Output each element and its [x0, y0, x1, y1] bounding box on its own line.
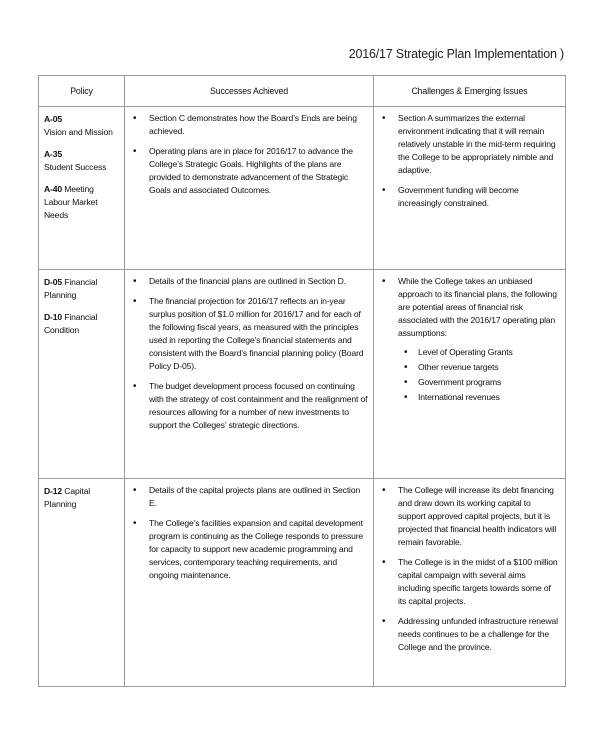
policy-name: Student Success — [44, 162, 107, 172]
table-row — [39, 107, 566, 270]
policy-item — [44, 311, 120, 337]
policy-item — [44, 183, 120, 222]
list-item: • The College will increase its debt financing and draw down its working capital to support approved capital projects, but it is projected that financial health indicators will remain favorable. — [380, 484, 560, 549]
list-item: • Details of the financial plans are outlined in Section D. — [131, 275, 368, 288]
risk-item: • International revenues — [398, 391, 560, 404]
risk-item: • Level of Operating Grants — [398, 346, 560, 359]
header-successes: Successes Achieved — [125, 76, 374, 107]
list-item: • Operating plans are in place for 2016/17 to advance the College’s Strategic Goals. Highlights of the plans are provided to demonstrate advancement of the Strategic Goals and associated Outcomes. — [131, 145, 368, 197]
list-item: • The budget development process focused on continuing with the strategy of cost containment and the realignment of resources allowing for a number of new investments to support the Colleges’ strategic directions. — [131, 380, 368, 432]
successes-cell — [125, 270, 374, 479]
list-item: • The College’s facilities expansion and capital development program is continuing as the College responds to pressure for capacity to support new academic programming and services, contemporary teaching requirements, and ongoing maintenance. — [131, 517, 368, 582]
policy-code: D-05 — [44, 277, 63, 287]
policy-code: A-40 — [44, 184, 63, 194]
risk-list — [398, 346, 560, 404]
risk-item: • Government programs — [398, 376, 560, 389]
policy-name: Capital Planning — [44, 486, 90, 509]
policy-item — [44, 276, 120, 302]
list-item: • The College is in the midst of a $100 million capital campaign with several aims including specific targets towards some of its capital projects. — [380, 556, 560, 608]
policy-code: D-12 — [44, 486, 63, 496]
list-item: • Details of the capital projects plans are outlined in Section E. — [131, 484, 368, 510]
table-row — [39, 270, 566, 479]
table-row — [39, 479, 566, 687]
list-item: • Section C demonstrates how the Board’s Ends are being achieved. — [131, 112, 368, 138]
policy-item — [44, 113, 120, 139]
challenges-cell — [374, 479, 566, 687]
header-policy: Policy — [39, 76, 125, 107]
successes-cell — [125, 107, 374, 270]
successes-cell — [125, 479, 374, 687]
policy-name: Vision and Mission — [44, 127, 113, 137]
list-item — [380, 275, 560, 404]
list-item: • The financial projection for 2016/17 reflects an in-year surplus position of $1.0 million for 2016/17 and for each of the following fiscal years, as measured with the principles used in reporting the College’s financial statements and consistent with the Board’s financial planning policy (Board Policy D-05). — [131, 295, 368, 373]
challenges-intro: While the College takes an unbiased approach to its financial plans, the following are potential areas of financial risk associated with the 2016/17 operating plan assumptions: — [398, 276, 557, 338]
list-item: • Section A summarizes the external environment indicating that it will remain relatively unstable in the mid-term requiring the College to be appropriately nimble and adaptive. — [380, 112, 560, 177]
challenges-cell — [374, 270, 566, 479]
policy-name: Financial Planning — [44, 277, 98, 300]
list-item: • Government funding will become increasingly constrained. — [380, 184, 560, 210]
list-item: • Addressing unfunded infrastructure renewal needs continues to be a challenge for the College and the province. — [380, 615, 560, 654]
policy-cell — [39, 107, 125, 270]
policy-cell — [39, 270, 125, 479]
header-challenges: Challenges & Emerging Issues — [374, 76, 566, 107]
policy-item — [44, 485, 120, 511]
document-title: 2016/17 Strategic Plan Implementation ) — [348, 47, 564, 61]
policy-cell — [39, 479, 125, 687]
strategic-plan-table — [38, 75, 566, 687]
policy-code: A-05 — [44, 114, 63, 124]
policy-name: Meeting Labour Market Needs — [44, 184, 98, 220]
table-header-row — [39, 76, 566, 107]
risk-item: • Other revenue targets — [398, 361, 560, 374]
challenges-cell — [374, 107, 566, 270]
policy-code: D-10 — [44, 312, 63, 322]
policy-item — [44, 148, 120, 174]
policy-name: Financial Condition — [44, 312, 98, 335]
policy-code: A-35 — [44, 149, 63, 159]
